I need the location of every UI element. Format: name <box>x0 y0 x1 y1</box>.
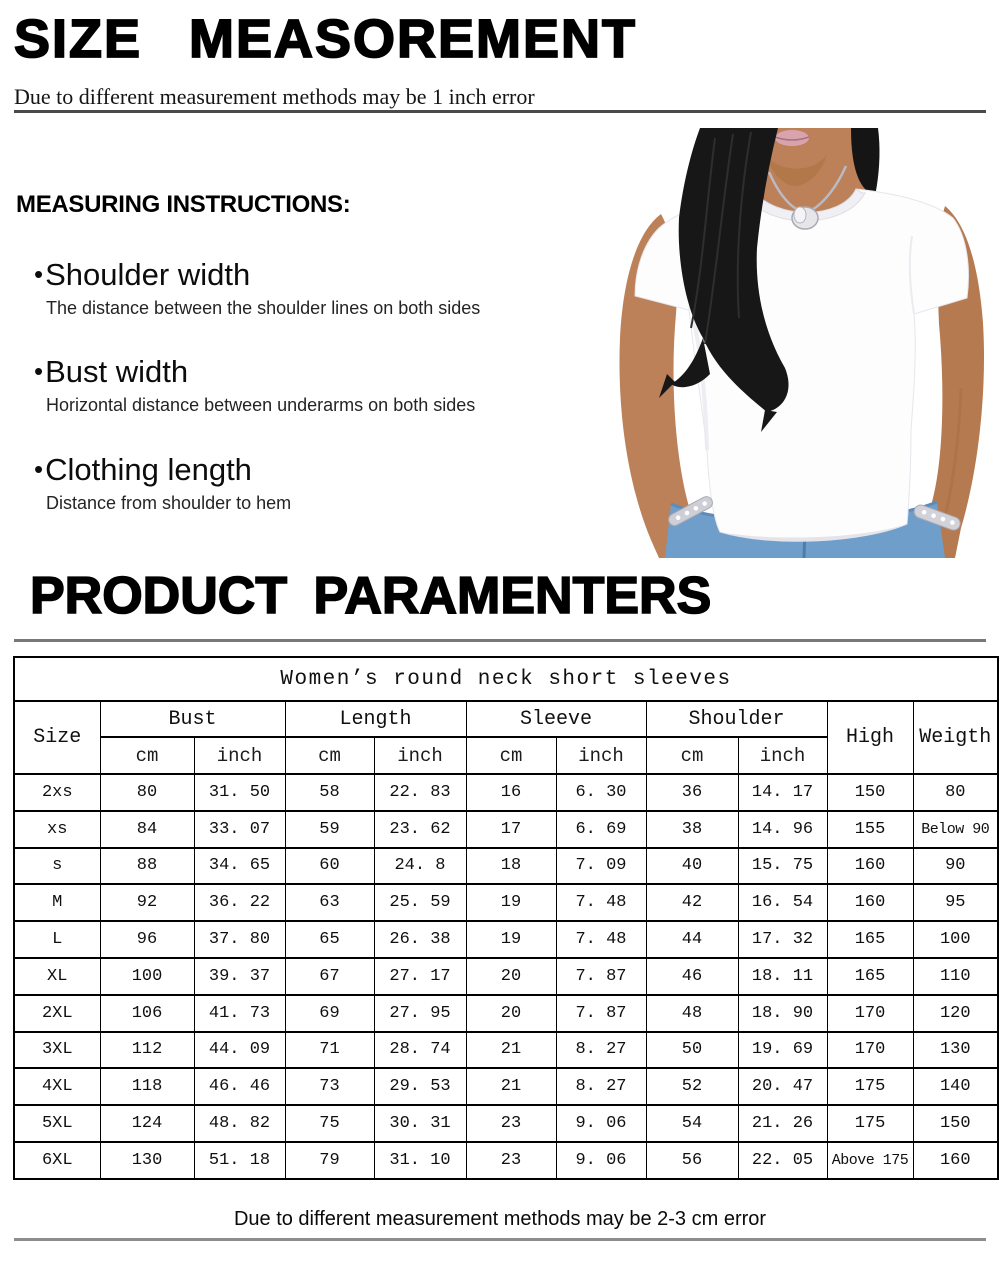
size-table-body <box>14 774 998 1179</box>
value-cell: 21. 26 <box>738 1105 827 1142</box>
size-cell: 2XL <box>14 995 100 1032</box>
value-cell: 175 <box>827 1068 913 1105</box>
table-row <box>14 811 998 848</box>
size-cell: 4XL <box>14 1068 100 1105</box>
value-cell: 71 <box>285 1032 374 1069</box>
instruction-description: Distance from shoulder to hem <box>46 493 292 513</box>
value-cell: 100 <box>913 921 998 958</box>
value-cell: 58 <box>285 774 374 811</box>
value-cell: 150 <box>913 1105 998 1142</box>
value-cell: 23 <box>466 1142 556 1179</box>
bullet-icon: • <box>34 259 44 289</box>
divider-line-bottom <box>14 1238 986 1241</box>
value-cell: 110 <box>913 958 998 995</box>
value-cell: 18 <box>466 848 556 885</box>
value-cell: 17 <box>466 811 556 848</box>
table-row <box>14 958 998 995</box>
value-cell: 36. 22 <box>194 884 285 921</box>
value-cell: 7. 48 <box>556 921 646 958</box>
value-cell: 28. 74 <box>374 1032 466 1069</box>
value-cell: 42 <box>646 884 738 921</box>
value-cell: 150 <box>827 774 913 811</box>
page-title: SIZE MEASOREMENT <box>14 9 638 69</box>
value-cell: 90 <box>913 848 998 885</box>
value-cell: 23. 62 <box>374 811 466 848</box>
value-cell: 22. 83 <box>374 774 466 811</box>
value-cell: 160 <box>913 1142 998 1179</box>
value-cell: 18. 90 <box>738 995 827 1032</box>
value-cell: 39. 37 <box>194 958 285 995</box>
cm-error-note: Due to different measurement methods may be 2-3 cm error <box>233 1208 767 1230</box>
model-photo <box>615 128 1000 558</box>
value-cell: 44 <box>646 921 738 958</box>
unit-header-cm: cm <box>646 737 738 774</box>
product-parameters-title: PRODUCT PARAMENTERS <box>30 567 712 625</box>
instruction-description: The distance between the shoulder lines on both sides <box>46 298 481 318</box>
value-cell: 56 <box>646 1142 738 1179</box>
measurement-error-note: Due to different measurement methods may be 1 inch error <box>14 84 535 109</box>
column-header-size: Size <box>14 701 100 774</box>
bullet-icon: • <box>34 356 44 386</box>
instruction-term-text: Shoulder width <box>45 257 251 292</box>
value-cell: 17. 32 <box>738 921 827 958</box>
value-cell: 9. 06 <box>556 1142 646 1179</box>
value-cell: 41. 73 <box>194 995 285 1032</box>
value-cell: 51. 18 <box>194 1142 285 1179</box>
table-row <box>14 1032 998 1069</box>
value-cell: 23 <box>466 1105 556 1142</box>
table-group-header-row <box>14 701 998 737</box>
value-cell: 50 <box>646 1032 738 1069</box>
value-cell: 8. 27 <box>556 1068 646 1105</box>
value-cell: 30. 31 <box>374 1105 466 1142</box>
instruction-item-bust-width <box>34 352 594 416</box>
value-cell: Below 90 <box>913 811 998 848</box>
column-header-bust: Bust <box>100 701 285 737</box>
size-cell: s <box>14 848 100 885</box>
value-cell: 9. 06 <box>556 1105 646 1142</box>
value-cell: 20 <box>466 995 556 1032</box>
value-cell: 14. 17 <box>738 774 827 811</box>
value-cell: 48. 82 <box>194 1105 285 1142</box>
value-cell: 160 <box>827 848 913 885</box>
value-cell: 165 <box>827 958 913 995</box>
value-cell: 84 <box>100 811 194 848</box>
table-row <box>14 848 998 885</box>
value-cell: 112 <box>100 1032 194 1069</box>
instruction-description: Horizontal distance between underarms on both sides <box>46 395 476 415</box>
instruction-term-text: Clothing length <box>45 452 252 487</box>
column-header-high: High <box>827 701 913 774</box>
value-cell: 24. 8 <box>374 848 466 885</box>
value-cell: 16. 54 <box>738 884 827 921</box>
instruction-item-clothing-length <box>34 450 594 514</box>
unit-header-cm: cm <box>285 737 374 774</box>
value-cell: 140 <box>913 1068 998 1105</box>
value-cell: 80 <box>913 774 998 811</box>
table-row <box>14 1068 998 1105</box>
value-cell: 19 <box>466 921 556 958</box>
value-cell: 7. 48 <box>556 884 646 921</box>
value-cell: 69 <box>285 995 374 1032</box>
value-cell: 18. 11 <box>738 958 827 995</box>
value-cell: 75 <box>285 1105 374 1142</box>
value-cell: 40 <box>646 848 738 885</box>
value-cell: 33. 07 <box>194 811 285 848</box>
value-cell: 52 <box>646 1068 738 1105</box>
size-cell: 5XL <box>14 1105 100 1142</box>
unit-header-inch: inch <box>556 737 646 774</box>
value-cell: 65 <box>285 921 374 958</box>
size-cell: 2xs <box>14 774 100 811</box>
column-header-length: Length <box>285 701 466 737</box>
value-cell: 14. 96 <box>738 811 827 848</box>
value-cell: 6. 69 <box>556 811 646 848</box>
value-cell: 170 <box>827 1032 913 1069</box>
value-cell: 120 <box>913 995 998 1032</box>
table-caption: Women’s round neck short sleeves <box>14 657 998 701</box>
value-cell: 118 <box>100 1068 194 1105</box>
value-cell: 20 <box>466 958 556 995</box>
value-cell: 48 <box>646 995 738 1032</box>
value-cell: 46 <box>646 958 738 995</box>
value-cell: 15. 75 <box>738 848 827 885</box>
value-cell: 8. 27 <box>556 1032 646 1069</box>
instruction-term <box>34 255 594 294</box>
value-cell: 92 <box>100 884 194 921</box>
instruction-term <box>34 450 594 489</box>
table-row <box>14 995 998 1032</box>
value-cell: 106 <box>100 995 194 1032</box>
value-cell: 95 <box>913 884 998 921</box>
unit-header-cm: cm <box>100 737 194 774</box>
value-cell: 46. 46 <box>194 1068 285 1105</box>
value-cell: 63 <box>285 884 374 921</box>
value-cell: 34. 65 <box>194 848 285 885</box>
table-row <box>14 1105 998 1142</box>
size-cell: XL <box>14 958 100 995</box>
unit-header-cm: cm <box>466 737 556 774</box>
value-cell: 27. 95 <box>374 995 466 1032</box>
size-cell: 3XL <box>14 1032 100 1069</box>
value-cell: 7. 87 <box>556 958 646 995</box>
value-cell: 54 <box>646 1105 738 1142</box>
value-cell: 160 <box>827 884 913 921</box>
value-cell: 59 <box>285 811 374 848</box>
value-cell: 7. 87 <box>556 995 646 1032</box>
value-cell: 36 <box>646 774 738 811</box>
column-header-sleeve: Sleeve <box>466 701 646 737</box>
size-cell: 6XL <box>14 1142 100 1179</box>
value-cell: 44. 09 <box>194 1032 285 1069</box>
value-cell: 124 <box>100 1105 194 1142</box>
value-cell: 20. 47 <box>738 1068 827 1105</box>
value-cell: 37. 80 <box>194 921 285 958</box>
value-cell: 22. 05 <box>738 1142 827 1179</box>
value-cell: 26. 38 <box>374 921 466 958</box>
value-cell: 60 <box>285 848 374 885</box>
value-cell: 16 <box>466 774 556 811</box>
value-cell: 88 <box>100 848 194 885</box>
value-cell: 21 <box>466 1068 556 1105</box>
value-cell: 19. 69 <box>738 1032 827 1069</box>
table-row <box>14 921 998 958</box>
value-cell: 175 <box>827 1105 913 1142</box>
table-caption-row <box>14 657 998 701</box>
size-cell: L <box>14 921 100 958</box>
value-cell: 25. 59 <box>374 884 466 921</box>
value-cell: 6. 30 <box>556 774 646 811</box>
value-cell: 165 <box>827 921 913 958</box>
table-row <box>14 1142 998 1179</box>
value-cell: 31. 50 <box>194 774 285 811</box>
unit-header-inch: inch <box>374 737 466 774</box>
value-cell: Above 175 <box>827 1142 913 1179</box>
column-header-shoulder: Shoulder <box>646 701 827 737</box>
size-table <box>13 656 999 1180</box>
divider-line-top <box>14 110 986 113</box>
unit-header-inch: inch <box>738 737 827 774</box>
value-cell: 7. 09 <box>556 848 646 885</box>
value-cell: 79 <box>285 1142 374 1179</box>
value-cell: 155 <box>827 811 913 848</box>
unit-header-inch: inch <box>194 737 285 774</box>
value-cell: 100 <box>100 958 194 995</box>
divider-line-middle <box>14 639 986 642</box>
table-row <box>14 884 998 921</box>
value-cell: 96 <box>100 921 194 958</box>
value-cell: 130 <box>913 1032 998 1069</box>
value-cell: 38 <box>646 811 738 848</box>
value-cell: 31. 10 <box>374 1142 466 1179</box>
instruction-item-shoulder-width <box>34 255 594 319</box>
value-cell: 170 <box>827 995 913 1032</box>
value-cell: 80 <box>100 774 194 811</box>
value-cell: 19 <box>466 884 556 921</box>
value-cell: 130 <box>100 1142 194 1179</box>
bullet-icon: • <box>34 454 44 484</box>
instruction-term-text: Bust width <box>45 354 189 389</box>
value-cell: 73 <box>285 1068 374 1105</box>
size-cell: xs <box>14 811 100 848</box>
value-cell: 29. 53 <box>374 1068 466 1105</box>
value-cell: 27. 17 <box>374 958 466 995</box>
column-header-weight: Weigth <box>913 701 998 774</box>
measuring-instructions-heading: MEASURING INSTRUCTIONS: <box>16 191 351 218</box>
value-cell: 67 <box>285 958 374 995</box>
value-cell: 21 <box>466 1032 556 1069</box>
size-cell: M <box>14 884 100 921</box>
table-row <box>14 774 998 811</box>
instruction-term <box>34 352 594 391</box>
